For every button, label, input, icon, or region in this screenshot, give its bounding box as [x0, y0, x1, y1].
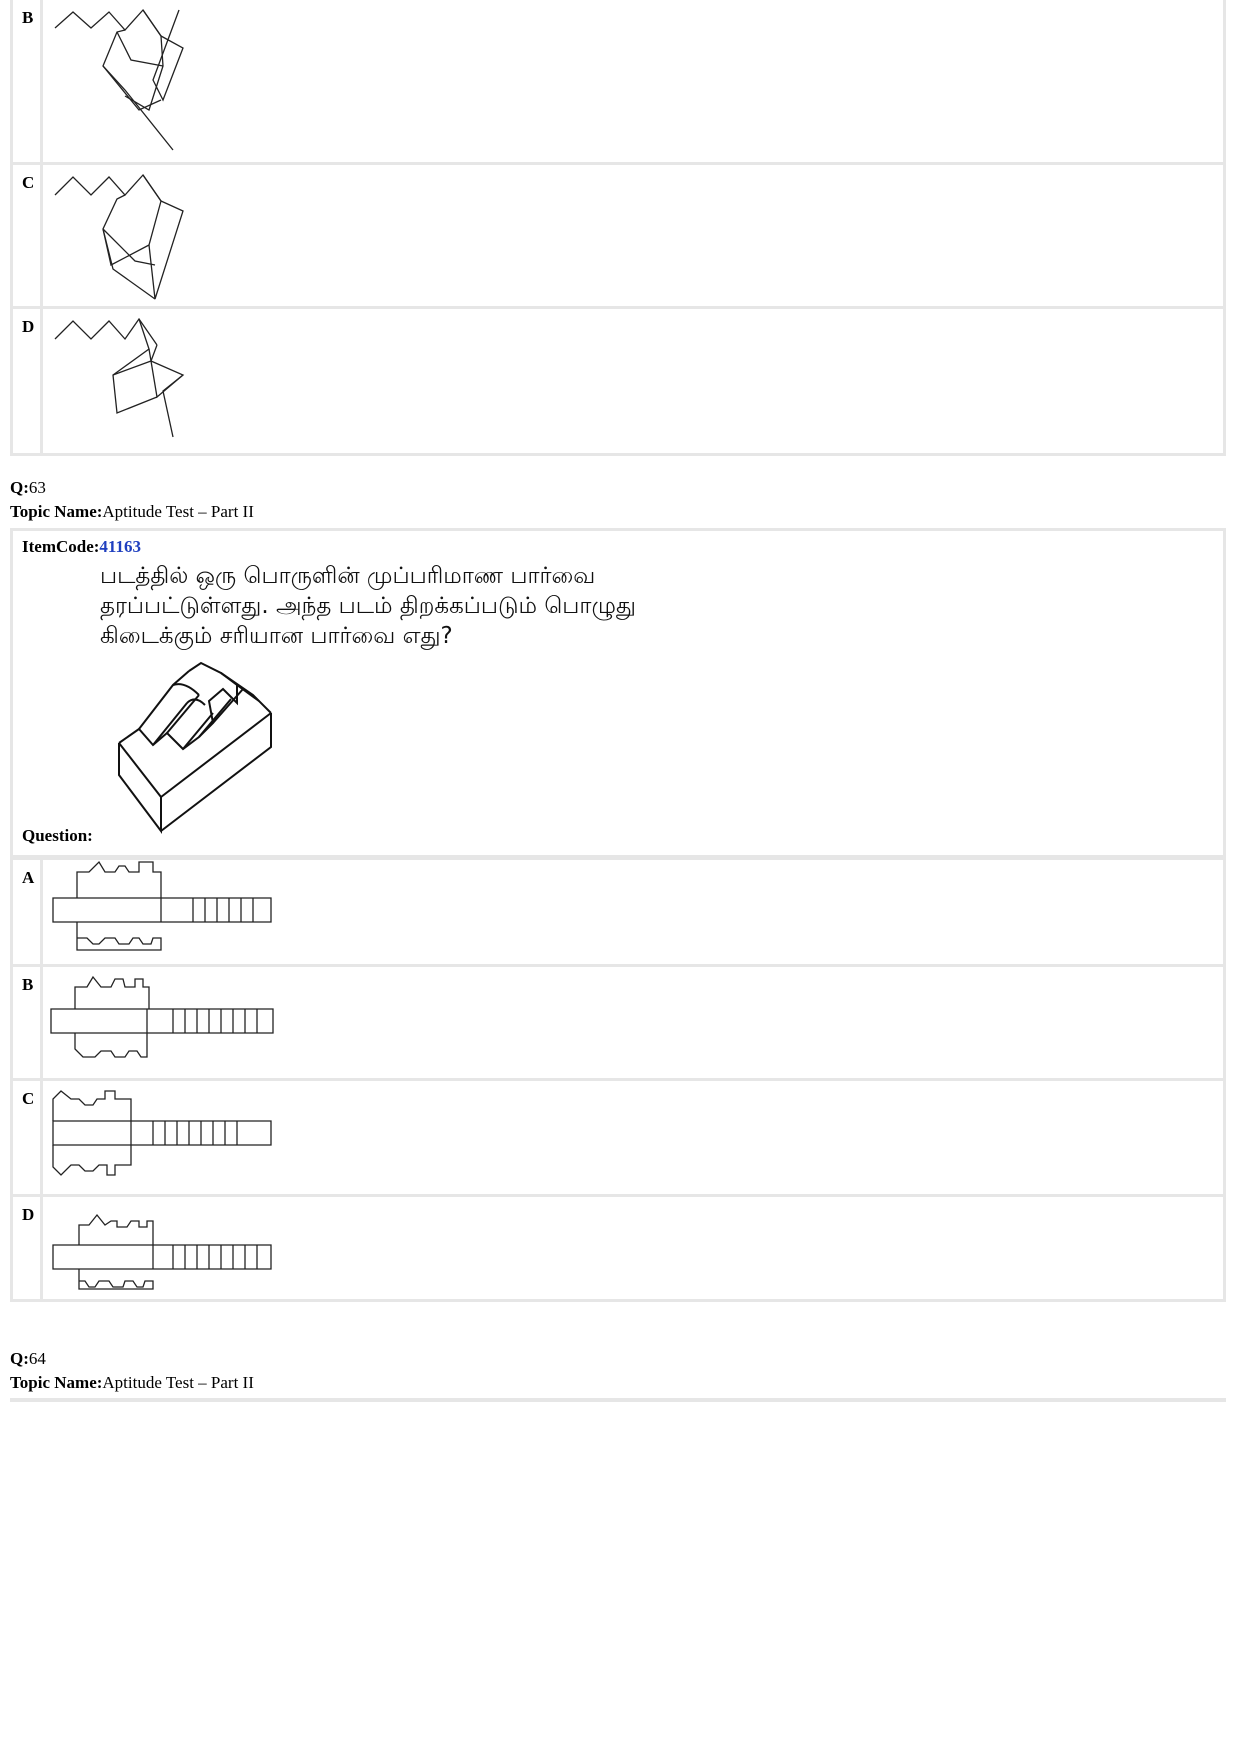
- zigzag-figure-b: [43, 0, 243, 160]
- question-line-2: தரப்பட்டுள்ளது. அந்த படம் திறக்கப்படும் பொழுது: [100, 593, 636, 619]
- option-figure: [43, 165, 1223, 306]
- item-code: [22, 537, 141, 557]
- question-label: Question:: [22, 826, 93, 845]
- option-letter: B: [13, 967, 43, 1078]
- option-figure: [43, 0, 1223, 162]
- q-label: Q:: [10, 478, 29, 497]
- net-figure-c: [43, 1081, 283, 1191]
- 3d-block-figure: [113, 641, 283, 841]
- q64-header: [10, 1347, 254, 1395]
- option-figure: [43, 860, 1223, 964]
- itemcode-value: 41163: [99, 537, 141, 556]
- option-figure: [43, 1197, 1223, 1299]
- topic-label: Topic Name:: [10, 1373, 103, 1392]
- option-letter: D: [13, 309, 43, 453]
- option-row-a[interactable]: [13, 860, 1223, 967]
- zigzag-figure-c: [43, 165, 243, 305]
- q-number: 63: [28, 478, 46, 497]
- topic-value: Aptitude Test – Part II: [102, 502, 254, 521]
- q63-options-table: [10, 857, 1226, 1302]
- prev-options-table: [10, 0, 1226, 456]
- option-row-d[interactable]: [13, 1197, 1223, 1299]
- option-letter: C: [13, 1081, 43, 1194]
- net-figure-a: [43, 860, 283, 960]
- q63-header: [10, 476, 254, 524]
- q64-divider: [10, 1398, 1226, 1402]
- zigzag-figure-d: [43, 309, 243, 449]
- question-text: [100, 561, 750, 651]
- option-figure: [43, 1081, 1223, 1194]
- option-letter: C: [13, 165, 43, 306]
- question-line-1: படத்தில் ஒரு பொருளின் முப்பரிமாண பார்வை: [100, 563, 596, 589]
- option-figure: [43, 309, 1223, 453]
- option-letter: D: [13, 1197, 43, 1299]
- option-letter: A: [13, 860, 43, 964]
- topic-value: Aptitude Test – Part II: [102, 1373, 254, 1392]
- q63-question-box: [10, 528, 1226, 858]
- option-row-c[interactable]: [13, 165, 1223, 309]
- q-number: 64: [28, 1349, 46, 1368]
- net-figure-b: [43, 967, 283, 1067]
- option-figure: [43, 967, 1223, 1078]
- option-row-b[interactable]: [13, 967, 1223, 1081]
- option-row-d[interactable]: [13, 309, 1223, 453]
- net-figure-d: [43, 1197, 283, 1297]
- question-line-3: கிடைக்கும் சரியான பார்வை எது?: [100, 623, 453, 649]
- itemcode-label: ItemCode:: [22, 537, 100, 556]
- option-letter: B: [13, 0, 43, 162]
- option-row-c[interactable]: [13, 1081, 1223, 1197]
- q-label: Q:: [10, 1349, 29, 1368]
- topic-label: Topic Name:: [10, 502, 103, 521]
- option-row-b[interactable]: [13, 0, 1223, 165]
